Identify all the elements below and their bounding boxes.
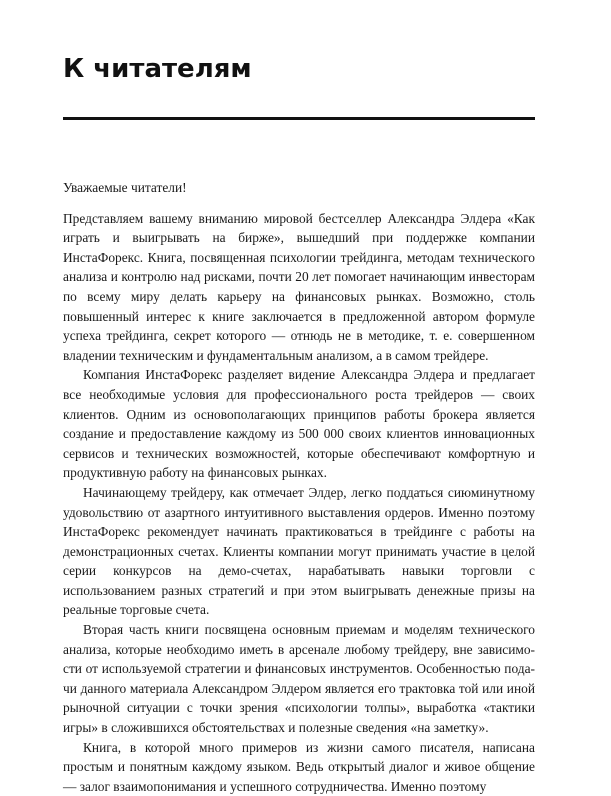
page-title: К читателям	[63, 54, 252, 84]
paragraph-3: Начинающему трейдеру, как отмечает Элдер, легко поддаться сиюминутному удовольствию от азартного интуитивного выставления ордеров. Именно поэтому ИнстаФорекс рекомендует начинать практиковаться в трейдинге с работы на демонстрационных счетах. Клиенты компании могут принимать участие в целой серии конкурсов на демо-счетах, нарабатывать навыки торговли с использованием разных стратегий и при этом выигрывать денежные призы на реальные торговые счета.	[63, 484, 535, 618]
title-divider	[63, 117, 535, 120]
greeting: Уважаемые читатели!	[63, 180, 187, 195]
paragraph-2: Компания ИнстаФорекс разделяет видение Александра Элдера и предлагает все необходимые условия для профессионального роста трейдеров — своих клиентов. Одним из основополагающих принципов работы брокера является создание и предоставление каждому из 500 000 своих клиентов инновационных сервисов и технических возможностей, которые обеспечивают комфортную и продуктивную работу на финансовых рынках.	[63, 367, 535, 481]
paragraph-4: Вторая часть книги посвящена основным приемам и моделям технического анализа, которые необходимо иметь в арсенале любому трейдеру, вне зависимости от используемой стратегии и финансовых инструментов. Особенностью подачи данного материала Александром Элдером является его трактовка той или иной рыночной ситуации с точки зрения «психологии толпы», выработка «тактики игры» в сложившихся обстоятельствах и полезные сведения «на заметку».	[63, 622, 535, 736]
paragraph-5: Книга, в которой много примеров из жизни самого писателя, написана простым и понятным каждому языком. Ведь открытый диалог и живое общение — залог взаимопонимания и успешного сотрудничества. Именно поэтому	[63, 739, 535, 794]
body-text	[63, 178, 535, 796]
paragraph-1: Представляем вашему вниманию мировой бестселлер Александра Элдера «Как играть и выигрывать на бирже», вышедший при поддержке компании ИнстаФорекс. Книга, посвященная психологии трейдинга, методам технического анализа и контролю над рисками, почти 20 лет помогает начинающим инвесторам по всему миру делать карьеру на финансовых рынках. Возможно, столь повышенный интерес к книге заключается в предложенной автором формуле успеха трейдинга, секрет которого — отнюдь не в методике, т. е. совершенном владении техническим и фундаментальным анализом, а в самом трейдере.	[63, 210, 535, 363]
